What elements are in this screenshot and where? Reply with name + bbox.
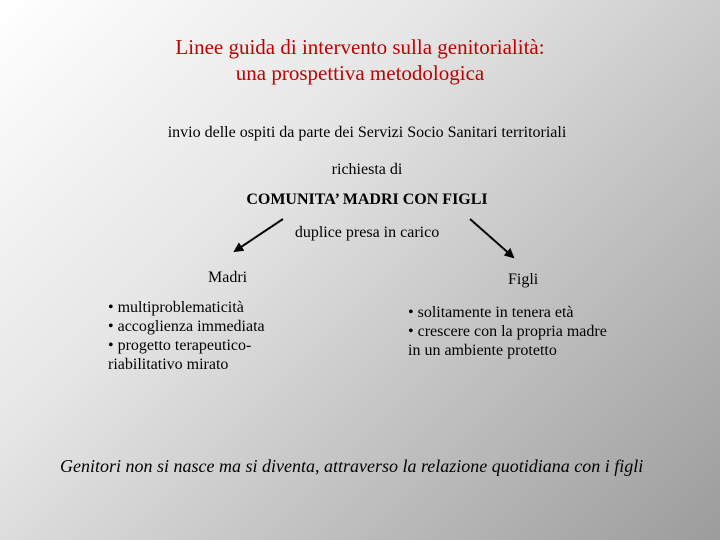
list-item: in un ambiente protetto [408, 342, 557, 359]
invio-text: invio delle ospiti da parte dei Servizi Socio Sanitari territoriali [167, 124, 567, 141]
arrow-to-madri [235, 219, 283, 251]
closing-quote: Genitori non si nasce ma si diventa, attraverso la relazione quotidiana con i figli [60, 456, 644, 476]
figli-heading: Figli [508, 271, 539, 288]
list-item: • progetto terapeutico- [108, 337, 252, 354]
list-item: riabilitativo mirato [108, 356, 229, 373]
arrow-to-figli [470, 219, 513, 257]
list-item: • multiproblematicità [108, 299, 244, 316]
figli-list [408, 303, 668, 360]
list-item: • solitamente in tenera età [408, 304, 574, 321]
list-item: • accoglienza immediata [108, 318, 265, 335]
list-item: • crescere con la propria madre [408, 323, 607, 340]
presa-in-carico-text: duplice presa in carico [294, 224, 440, 241]
title-line-1: Linee guida di intervento sulla genitorialità: [175, 35, 545, 59]
comunita-text: COMUNITA’ MADRI CON FIGLI [246, 191, 488, 208]
madri-heading: Madri [208, 269, 248, 286]
title-line-2: una prospettiva metodologica [235, 61, 485, 85]
madri-list [108, 298, 308, 374]
richiesta-text: richiesta di [331, 161, 403, 178]
